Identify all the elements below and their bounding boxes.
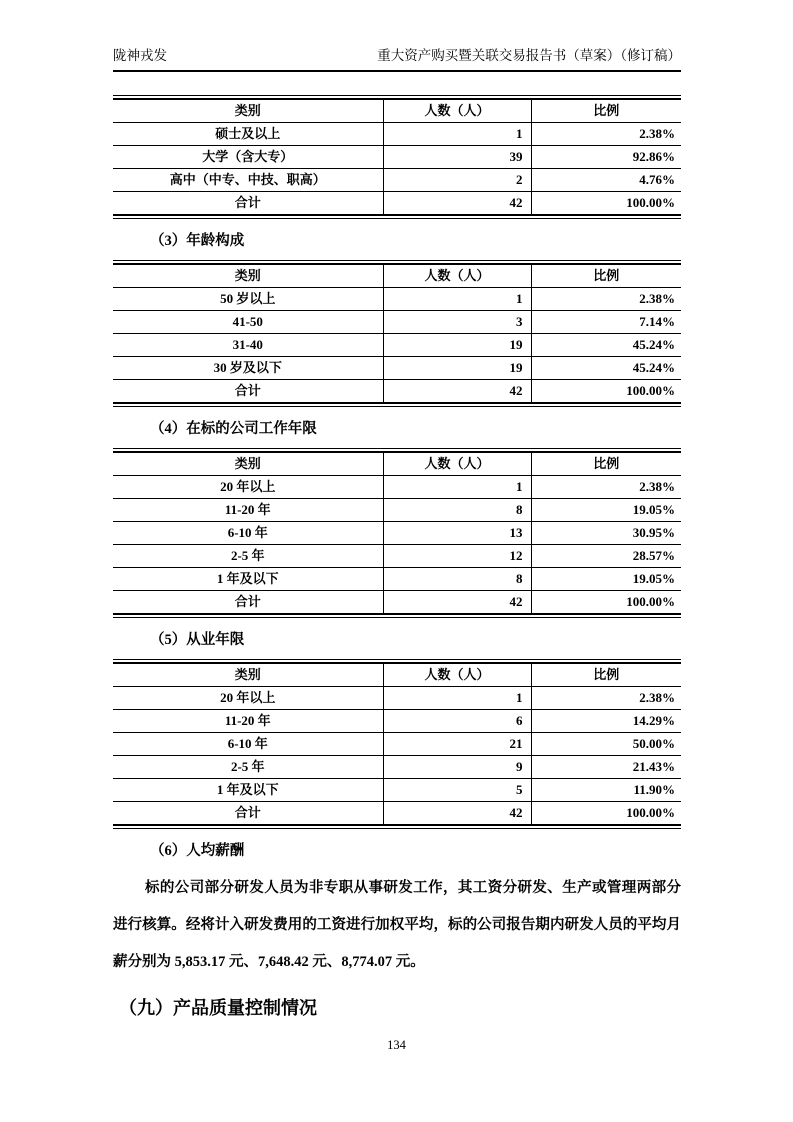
category-cell: 11-20 年	[113, 499, 383, 522]
ratio-cell: 19.05%	[531, 568, 681, 591]
count-cell: 42	[383, 591, 531, 615]
table-row	[113, 357, 681, 380]
table-row	[113, 568, 681, 591]
category-cell: 1 年及以下	[113, 568, 383, 591]
column-header: 人数（人）	[383, 663, 531, 687]
ratio-cell: 11.90%	[531, 779, 681, 802]
category-cell: 50 岁以上	[113, 288, 383, 311]
table-header-row	[113, 452, 681, 476]
category-cell: 2-5 年	[113, 545, 383, 568]
category-cell: 6-10 年	[113, 733, 383, 756]
category-cell: 20 年以上	[113, 687, 383, 710]
count-cell: 13	[383, 522, 531, 545]
column-header: 比例	[531, 452, 681, 476]
column-header: 比例	[531, 264, 681, 288]
table-row	[113, 476, 681, 499]
count-cell: 1	[383, 687, 531, 710]
section-industry-experience	[113, 630, 681, 829]
company-tenure-table-frame	[113, 448, 681, 618]
column-header: 类别	[113, 264, 383, 288]
table-row	[113, 380, 681, 404]
ratio-cell: 100.00%	[531, 591, 681, 615]
table-row	[113, 756, 681, 779]
count-cell: 42	[383, 192, 531, 216]
column-header: 人数（人）	[383, 452, 531, 476]
count-cell: 1	[383, 476, 531, 499]
category-cell: 大学（含大专）	[113, 146, 383, 169]
table-row	[113, 545, 681, 568]
ratio-cell: 45.24%	[531, 334, 681, 357]
ratio-cell: 14.29%	[531, 710, 681, 733]
ratio-cell: 2.38%	[531, 687, 681, 710]
category-cell: 31-40	[113, 334, 383, 357]
category-cell: 合计	[234, 805, 261, 820]
average-salary-paragraph: 标的公司部分研发人员为非专职从事研发工作，其工资分研发、生产或管理两部分进行核算。经将计入研发费用的工资进行加权平均，标的公司报告期内研发人员的平均月薪分别为 5,853.17 元、7,648.42 元、8,774.07 元。	[113, 880, 681, 970]
category-cell: 高中（中专、中技、职高）	[113, 169, 383, 192]
count-cell: 6	[383, 710, 531, 733]
category-cell: 合计	[234, 383, 261, 398]
count-cell: 9	[383, 756, 531, 779]
table-header-row	[113, 99, 681, 123]
company-tenure-heading: （4）在标的公司工作年限	[150, 421, 317, 437]
column-header: 类别	[113, 99, 383, 123]
industry-experience-heading: （5）从业年限	[150, 632, 245, 648]
count-cell: 39	[383, 146, 531, 169]
column-header: 比例	[531, 99, 681, 123]
count-cell: 3	[383, 311, 531, 334]
category-cell: 合计	[234, 195, 261, 210]
category-cell: 6-10 年	[113, 522, 383, 545]
page-number: 134	[387, 1038, 406, 1052]
age-table	[113, 263, 681, 404]
industry-experience-table	[113, 662, 681, 826]
table-row	[113, 591, 681, 615]
count-cell: 5	[383, 779, 531, 802]
count-cell: 2	[383, 169, 531, 192]
average-salary-heading: （6）人均薪酬	[150, 843, 245, 859]
ratio-cell: 4.76%	[531, 169, 681, 192]
table-row	[113, 779, 681, 802]
count-cell: 1	[383, 288, 531, 311]
table-row	[113, 522, 681, 545]
table-row	[113, 802, 681, 826]
count-cell: 8	[383, 499, 531, 522]
table-row	[113, 146, 681, 169]
ratio-cell: 100.00%	[531, 802, 681, 826]
ratio-cell: 100.00%	[531, 380, 681, 404]
education-table	[113, 98, 681, 216]
table-row	[113, 710, 681, 733]
category-cell: 硕士及以上	[113, 123, 383, 146]
column-header: 人数（人）	[383, 264, 531, 288]
category-cell: 20 年以上	[113, 476, 383, 499]
header-company-name: 陇神戎发	[113, 48, 167, 63]
ratio-cell: 2.38%	[531, 123, 681, 146]
table-row	[113, 499, 681, 522]
ratio-cell: 50.00%	[531, 733, 681, 756]
table-row	[113, 288, 681, 311]
ratio-cell: 7.14%	[531, 311, 681, 334]
table-header-row	[113, 663, 681, 687]
age-structure-heading: （3）年龄构成	[150, 233, 245, 249]
company-tenure-table	[113, 451, 681, 615]
industry-experience-table-frame	[113, 659, 681, 829]
table-row	[113, 192, 681, 216]
header-report-title: 重大资产购买暨关联交易报告书（草案）（修订稿）	[377, 48, 681, 63]
column-header: 类别	[113, 452, 383, 476]
ratio-cell: 2.38%	[531, 288, 681, 311]
column-header: 人数（人）	[383, 99, 531, 123]
count-cell: 42	[383, 380, 531, 404]
table-row	[113, 311, 681, 334]
running-header	[113, 47, 681, 72]
count-cell: 12	[383, 545, 531, 568]
quality-control-heading: （九）产品质量控制情况	[119, 997, 317, 1018]
table-row	[113, 334, 681, 357]
section-company-tenure	[113, 419, 681, 618]
count-cell: 19	[383, 334, 531, 357]
category-cell: 41-50	[113, 311, 383, 334]
ratio-cell: 100.00%	[531, 192, 681, 216]
table-row	[113, 123, 681, 146]
count-cell: 19	[383, 357, 531, 380]
ratio-cell: 28.57%	[531, 545, 681, 568]
age-table-frame	[113, 260, 681, 407]
category-cell: 1 年及以下	[113, 779, 383, 802]
ratio-cell: 30.95%	[531, 522, 681, 545]
category-cell: 11-20 年	[113, 710, 383, 733]
section-average-salary	[113, 841, 681, 981]
ratio-cell: 19.05%	[531, 499, 681, 522]
education-table-frame	[113, 95, 681, 219]
ratio-cell: 21.43%	[531, 756, 681, 779]
table-header-row	[113, 264, 681, 288]
count-cell: 42	[383, 802, 531, 826]
category-cell: 2-5 年	[113, 756, 383, 779]
count-cell: 1	[383, 123, 531, 146]
table-row	[113, 169, 681, 192]
ratio-cell: 45.24%	[531, 357, 681, 380]
category-cell: 合计	[234, 594, 261, 609]
ratio-cell: 92.86%	[531, 146, 681, 169]
count-cell: 8	[383, 568, 531, 591]
section-age-structure	[113, 231, 681, 407]
category-cell: 30 岁及以下	[113, 357, 383, 380]
count-cell: 21	[383, 733, 531, 756]
column-header: 比例	[531, 663, 681, 687]
table-row	[113, 687, 681, 710]
ratio-cell: 2.38%	[531, 476, 681, 499]
column-header: 类别	[113, 663, 383, 687]
table-row	[113, 733, 681, 756]
